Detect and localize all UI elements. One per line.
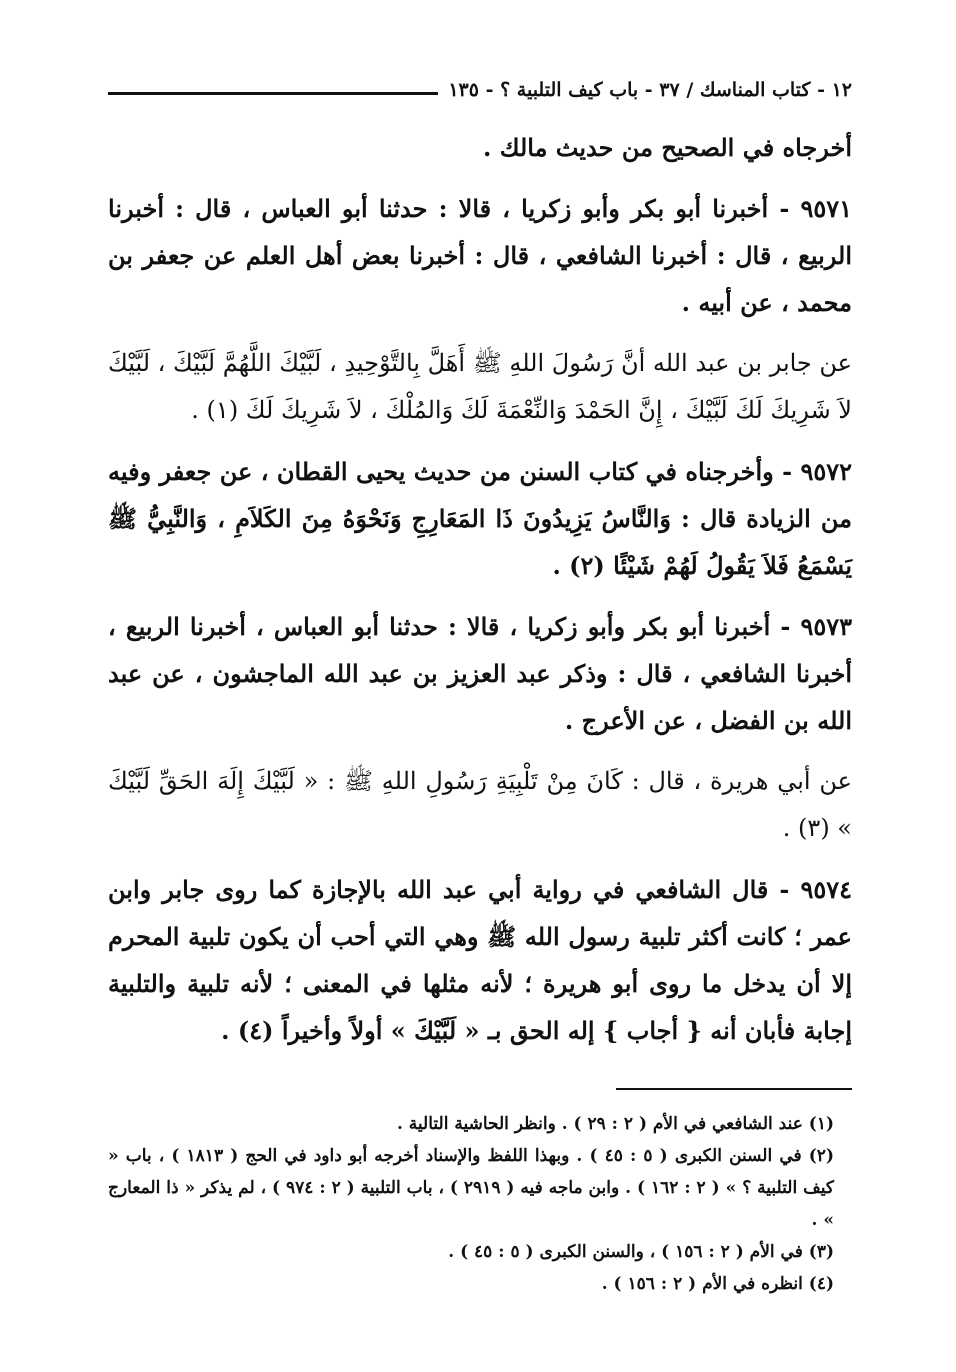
footnote: (٤) انظره في الأم ( ٢ : ١٥٦ ) . bbox=[601, 1274, 834, 1294]
footnote-separator-wrap bbox=[108, 1068, 852, 1100]
footnote: (٣) في الأم ( ٢ : ١٥٦ ) ، والسنن الكبرى ( ٥ : ٤٥ ) . bbox=[448, 1242, 834, 1262]
footnote: (٢) في السنن الكبرى ( ٥ : ٤٥ ) . وبهذا اللفظ والإسناد أخرجه أبو داود في الحج ( ١٨١٣ ) ، باب « كيف التلبية ؟ » ( ٢ : ١٦٢ ) . وابن ماجه فيه ( ٢٩١٩ ) ، باب التلبية ( ٢ : ٩٧٤ ) ، لم يذكر « ذا المعارج » . bbox=[108, 1146, 834, 1230]
page-header bbox=[108, 70, 852, 110]
footnotes bbox=[108, 1108, 852, 1300]
book-page bbox=[108, 70, 852, 1330]
footnote-separator bbox=[616, 1088, 852, 1090]
hadith-9574: ٩٥٧٤ - قال الشافعي في رواية أبي عبد الله بالإجازة كما روى جابر وابن عمر ؛ كانت أكثر تلبية رسول الله ﷺ وهي التي أحب أن يكون تلبية المحرم إلا أن يدخل ما روى أبو هريرة ؛ لأنه مثلها في المعنى ؛ لأنه تلبية والتلبية إجابة فأبان أنه { أجاب } إله الحق بـ « لَبَّيْكَ » أولاً وأخيراً (٤) . bbox=[108, 875, 852, 1045]
hadith-9571: ٩٥٧١ - أخبرنا أبو بكر وأبو زكريا ، قالا : حدثنا أبو العباس ، قال : أخبرنا الربيع ، قال : أخبرنا الشافعي ، قال : أخبرنا بعض أهل العلم عن جعفر بن محمد ، عن أبيه . bbox=[108, 194, 852, 317]
hadith-text: عن أبي هريرة ، قال : كَانَ مِنْ تَلْبِيَةِ رَسُولِ اللهِ ﷺ : « لَبَّيْكَ إِلَهَ الحَقِّ لَبَّيْكَ » (٣) . bbox=[108, 767, 852, 842]
main-text bbox=[108, 124, 852, 1054]
footnote: (١) عند الشافعي في الأم ( ٢ : ٢٩ ) . وانظر الحاشية التالية . bbox=[396, 1114, 834, 1134]
paragraph: أخرجاه في الصحيح من حديث مالك . bbox=[483, 133, 852, 162]
hadith-9573: ٩٥٧٣ - أخبرنا أبو بكر وأبو زكريا ، قالا : حدثنا أبو العباس ، أخبرنا الربيع ، أخبرنا الشافعي ، قال : وذكر عبد العزيز بن عبد الله الماجشون ، عن عبد الله بن الفضل ، عن الأعرج . bbox=[108, 612, 852, 735]
hadith-9572: ٩٥٧٢ - وأخرجناه في كتاب السنن من حديث يحيى القطان ، عن جعفر وفيه من الزيادة قال : وَالنَّاسُ يَزِيدُونَ ذَا المَعَارِجِ وَنَحْوَهُ مِنَ الكَلاَمِ ، وَالنَّبِيُّ ﷺ يَسْمَعُ فَلاَ يَقُولُ لَهُمْ شَيْئًا (٢) . bbox=[108, 457, 853, 580]
hadith-text: عن جابر بن عبد الله أنَّ رَسُولَ اللهِ ﷺ أَهَلَّ بِالتَّوْحِيدِ ، لَبَّيْكَ اللَّهُمَّ لَبَّيْكَ ، لَبَّيْكَ لاَ شَرِيكَ لَكَ لَبَّيْكَ ، إِنَّ الحَمْدَ وَالنِّعْمَةَ لَكَ وَالمُلْكَ ، لاَ شَرِيكَ لَكَ (١) . bbox=[108, 349, 852, 424]
running-title: ١٢ - كتاب المناسك / ٣٧ - باب كيف التلبية ؟ - ١٣٥ bbox=[448, 79, 852, 101]
header-rule bbox=[108, 92, 438, 95]
